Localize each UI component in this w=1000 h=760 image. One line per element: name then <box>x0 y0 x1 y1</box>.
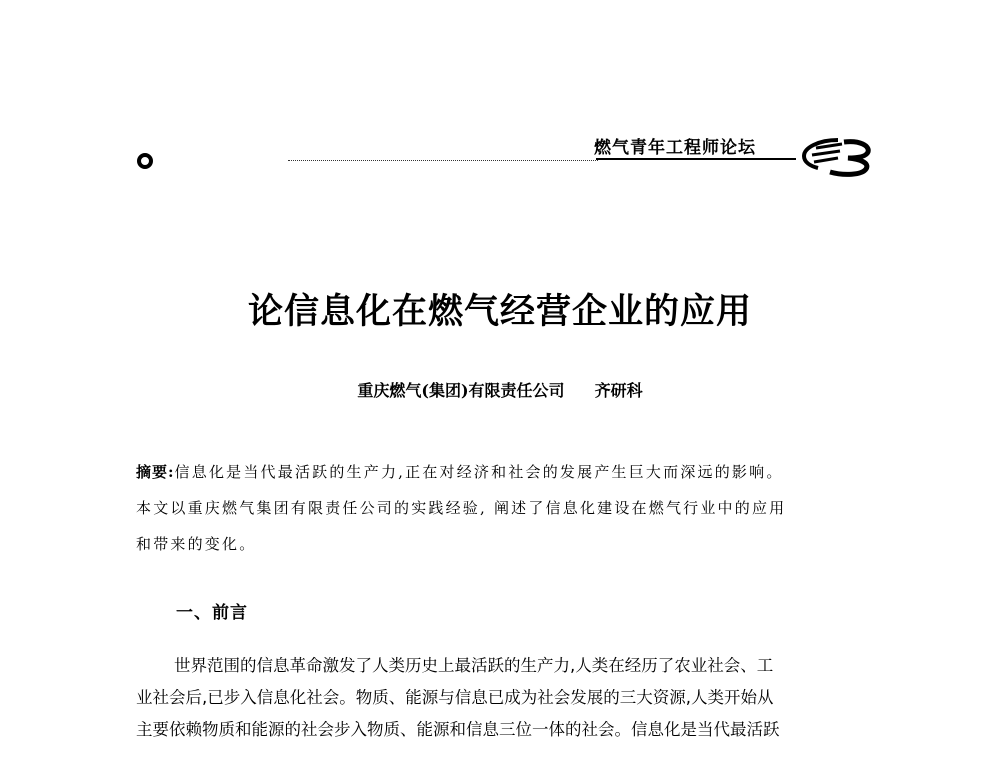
body-line: 世界范围的信息革命激发了人类历史上最活跃的生产力,人类在经历了农业社会、工 <box>174 656 774 675</box>
body-line: 业社会后,已步入信息化社会。物质、能源与信息已成为社会发展的三大资源,人类开始从 <box>136 688 774 707</box>
header-rule <box>596 158 796 160</box>
section-heading: 一、前言 <box>176 603 248 623</box>
body-line: 主要依赖物质和能源的社会步入物质、能源和信息三位一体的社会。信息化是当代最活跃 <box>136 720 780 739</box>
header-dotted-rule <box>288 160 598 161</box>
abstract-line: 和带来的变化。 <box>136 535 257 553</box>
abstract-line: 本文以重庆燃气集团有限责任公司的实践经验, 阐述了信息化建设在燃气行业中的应用 <box>136 499 787 517</box>
body-paragraph <box>136 650 878 746</box>
author-name: 齐研科 <box>594 381 643 400</box>
abstract <box>136 454 876 562</box>
abstract-label: 摘要: <box>136 463 175 481</box>
forum-logo-icon <box>800 134 874 178</box>
header-bullet-icon <box>137 153 153 169</box>
author-line <box>0 378 1000 401</box>
running-header-title: 燃气青年工程师论坛 <box>594 138 756 158</box>
affiliation: 重庆燃气(集团)有限责任公司 <box>357 381 565 400</box>
article-title: 论信息化在燃气经营企业的应用 <box>247 291 752 332</box>
abstract-line: 摘要:信息化是当代最活跃的生产力,正在对经济和社会的发展产生巨大而深远的影响。 <box>136 463 784 481</box>
